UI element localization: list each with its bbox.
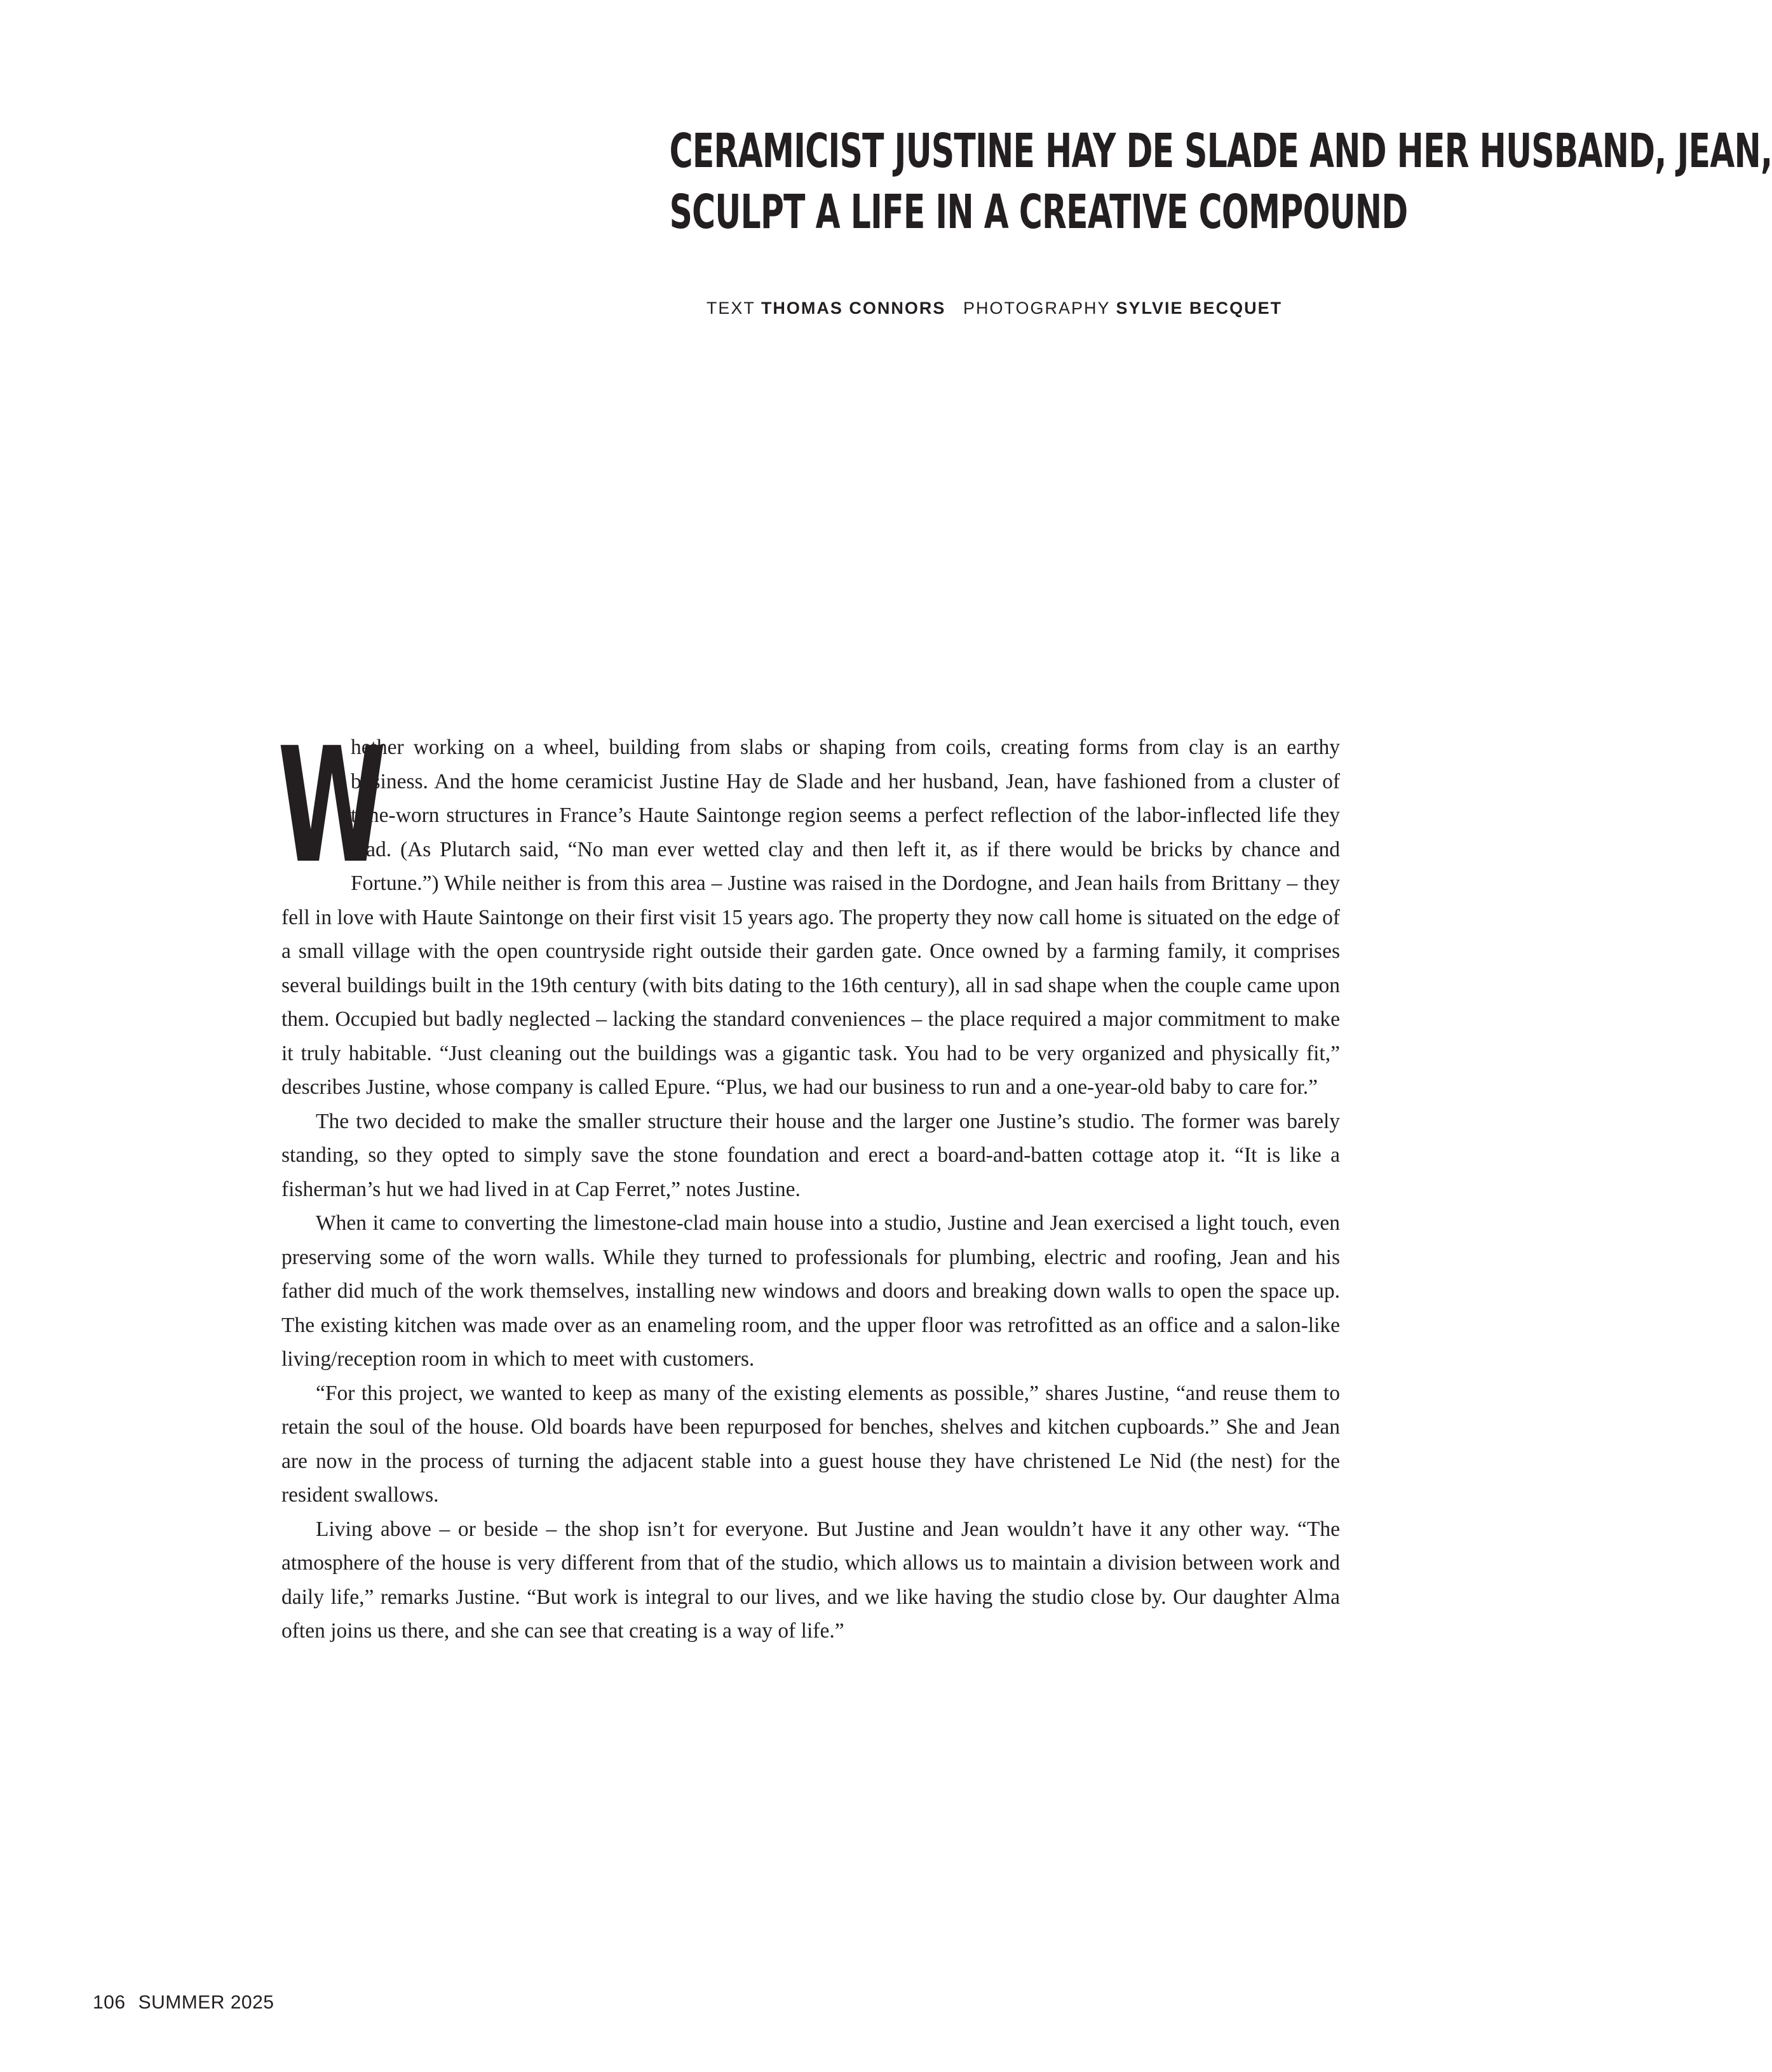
photo-credit-name: SYLVIE BECQUET (1116, 299, 1283, 318)
headline-line-2: SCULPT A LIFE IN A CREATIVE COMPOUND (669, 185, 1408, 239)
article-paragraph: “For this project, we wanted to keep as many of the existing elements as possible,” shares Justine, “and reuse them to retain the soul of the house. Old boards have been repurposed for benches, shelves and kitchen cupboards.” She and Jean are now in the process of turning the adjacent stable into a guest house they have christened Le Nid (the nest) for the resident swallows. (281, 1381, 1340, 1507)
article-paragraph: hether working on a wheel, building from slabs or shaping from coils, creating forms from clay is an earthy business. And the home ceramicist Justine Hay de Slade and her husband, Jean, have fashioned from a cluster of time-worn structures in France’s Haute Saintonge region seems a perfect reflection of the labor-inflected life they lead. (As Plutarch said, “No man ever wetted clay and then left it, as if there would be bricks by chance and Fortune.”) While neither is from this area – Justine was raised in the Dordogne, and Jean hails from Brittany – they fell in love with Haute Saintonge on their first visit 15 years ago. The property they now call home is situated on the edge of a small village with the open countryside right outside their garden gate. Once owned by a farming family, it comprises several buildings built in the 19th century (with bits dating to the 16th century), all in sad shape when the couple came upon them. Occupied but badly neglected – lacking the standard conveniences – the place required a major commitment to make it truly habitable. “Just cleaning out the buildings was a gigantic task. You had to be very organized and physically fit,” describes Justine, whose company is called Epure. “Plus, we had our business to run and a one-year-old baby to care for.” (281, 736, 1340, 1099)
photo-credit-label: PHOTOGRAPHY (963, 299, 1111, 318)
page-number: 106 (93, 1992, 126, 2013)
headline-line-1: CERAMICIST JUSTINE HAY DE SLADE AND HER HUSBAND, JEAN, (669, 124, 1772, 178)
article-headline (669, 121, 1772, 243)
drop-cap: W (278, 713, 386, 898)
byline-credits (635, 299, 1353, 318)
issue-label: SUMMER 2025 (138, 1992, 274, 2013)
article-paragraph: When it came to converting the limestone-clad main house into a studio, Justine and Jean exercised a light touch, even preserving some of the worn walls. While they turned to professionals for plumbing, electric and roofing, Jean and his father did much of the work themselves, installing new windows and doors and breaking down walls to open the space up. The existing kitchen was made over as an enameling room, and the upper floor was retrofitted as an office and a salon-like living/reception room in which to meet with customers. (281, 1211, 1340, 1371)
article-paragraph: Living above – or beside – the shop isn’t for everyone. But Justine and Jean wouldn’t have it any other way. “The atmosphere of the house is very different from that of the studio, which allows us to maintain a division between work and daily life,” remarks Justine. “But work is integral to our lives, and we like having the studio close by. Our daughter Alma often joins us there, and she can see that creating is a way of life.” (281, 1517, 1340, 1643)
text-credit-name: THOMAS CONNORS (761, 299, 946, 318)
article-paragraph: The two decided to make the smaller structure their house and the larger one Justine’s studio. The former was barely standing, so they opted to simply save the stone foundation and erect a board-and-batten cottage atop it. “It is like a fisherman’s hut we had lived in at Cap Ferret,” notes Justine. (281, 1109, 1340, 1201)
article-body (278, 713, 1340, 1648)
text-credit-label: TEXT (706, 299, 755, 318)
page-folio (93, 1992, 274, 2014)
